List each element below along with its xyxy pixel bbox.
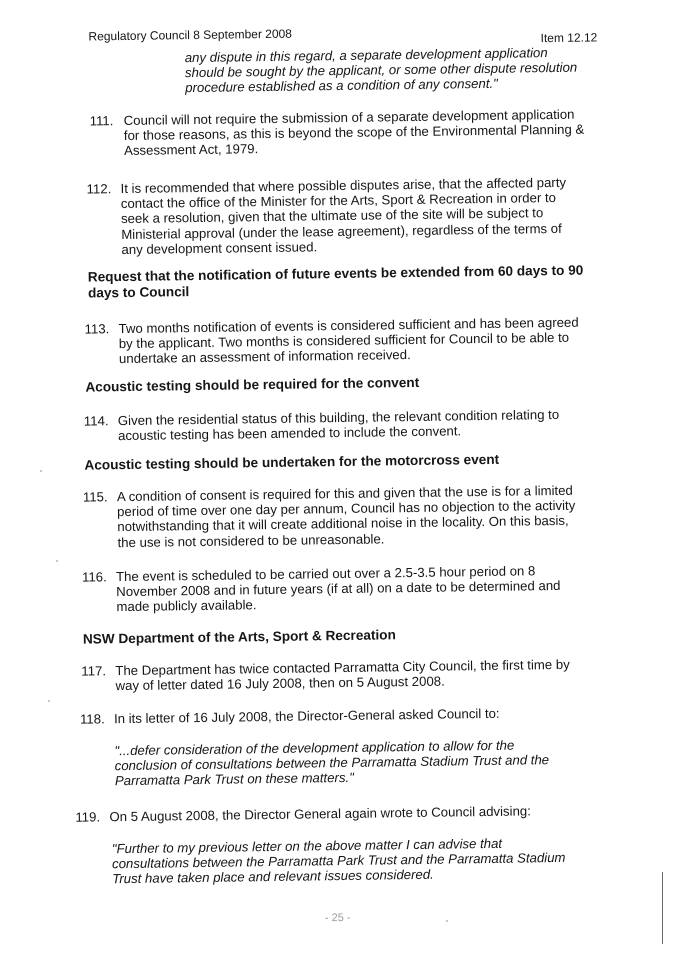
paragraph-112 (86, 174, 567, 257)
paragraph-line: way of letter dated 16 July 2008, then on 5 August 2008. (115, 673, 445, 694)
section-heading-nsw-department (83, 627, 396, 647)
heading-line: Request that the notification of future events be extended from 60 days to 90 (87, 262, 584, 285)
heading-line: NSW Department of the Arts, Sport & Recreation (82, 627, 396, 647)
paragraph-118 (79, 705, 500, 727)
header-left: Regulatory Council 8 September 2008 (88, 26, 293, 44)
quote-line: should be sought by the applicant, or some other dispute resolution (184, 59, 578, 81)
paragraph-line: In its letter of 16 July 2008, the Director-General asked Council to: (113, 705, 500, 727)
quote-director-general-august (112, 835, 566, 887)
quote-line: any dispute in this regard, a separate development application (184, 45, 548, 66)
quote-continuation (185, 45, 578, 96)
paragraph-line: A condition of consent is required for this and given that the use is for a limited (116, 482, 573, 505)
paragraph-number: 118. (79, 711, 105, 727)
quote-line: Trust have taken place and relevant issues considered. (112, 867, 434, 887)
paragraph-number: 114. (83, 413, 109, 429)
paragraph-line: undertake an assessment of information received. (118, 347, 411, 367)
section-heading-acoustic-motorcross (84, 452, 499, 474)
heading-line: days to Council (87, 284, 190, 301)
scan-speck (446, 920, 448, 922)
page-number: - 25 - (324, 911, 351, 925)
paragraph-number: 111. (89, 113, 114, 129)
quote-line: conclusion of consultations between the Parramatta Stadium Trust and the (114, 752, 550, 774)
quote-line: Parramatta Park Trust on these matters." (114, 770, 354, 789)
quote-director-general-july (114, 737, 549, 789)
paragraph-line: notwithstanding that it will create additional noise in the locality. On this basis, (117, 513, 569, 535)
paragraph-number: 116. (81, 569, 107, 585)
paragraph-number: 115. (82, 489, 108, 505)
paragraph-number: 113. (84, 321, 110, 337)
paragraph-line: The Department has twice contacted Parramatta City Council, the first time by (115, 656, 570, 679)
paragraph-111 (89, 106, 585, 159)
paragraph-113 (84, 314, 579, 367)
scan-speck (48, 700, 50, 702)
paragraph-line: It is recommended that where possible disputes arise, that the affected party (120, 174, 567, 197)
paragraph-line: Given the residential status of this building, the relevant condition relating to (117, 406, 560, 429)
section-heading-acoustic-convent (85, 375, 419, 396)
paragraph-115 (82, 482, 576, 550)
paragraph-line: period of time over one day per annum, Council has no objection to the activity (117, 497, 576, 520)
paragraph-line: November 2008 and in future years (if at all) on a date to be determined and (116, 578, 561, 600)
paragraph-line: Assessment Act, 1979. (123, 141, 259, 159)
paragraph-line: for those reasons, as this is beyond the scope of the Environmental Planning & (123, 121, 585, 144)
paragraph-116 (81, 563, 561, 615)
paragraph-119 (75, 803, 531, 825)
paragraph-line: The event is scheduled to be carried out over a 2.5-3.5 hour period on 8 (115, 563, 536, 585)
paragraph-number: 112. (86, 181, 112, 197)
scan-margin-line (662, 872, 663, 944)
paragraph-line: any development consent issued. (121, 239, 318, 257)
paragraph-line: acoustic testing has been amended to include the convent. (117, 423, 462, 444)
quote-line: "...defer consideration of the development application to allow for the (114, 737, 515, 759)
paragraph-line: by the applicant. Two months is considered sufficient for Council to be able to (118, 330, 570, 352)
paragraph-line: the use is not considered to be unreasonable. (117, 531, 385, 550)
header-right: Item 12.12 (540, 30, 598, 46)
paragraph-114 (83, 406, 560, 444)
paragraph-number: 119. (75, 809, 101, 825)
scan-speck (56, 560, 58, 562)
paragraph-line: made publicly available. (116, 597, 257, 615)
paragraph-117 (81, 656, 570, 694)
heading-line: Acoustic testing should be required for the convent (85, 374, 420, 395)
paragraph-line: contact the office of the Minister for the Arts, Sport & Recreation in order to (120, 190, 557, 212)
quote-line: "Further to my previous letter on the above matter I can advise that (111, 835, 503, 857)
paragraph-line: Council will not require the submission of a separate development application (123, 106, 575, 129)
paragraph-line: Two months notification of events is considered sufficient and has been agreed (118, 314, 579, 337)
heading-line: Acoustic testing should be undertaken for the motorcross event (84, 451, 500, 473)
paragraph-line: seek a resolution, given that the ultimate use of the site will be subject to (120, 205, 544, 227)
paragraph-number: 117. (81, 663, 107, 679)
paragraph-line: On 5 August 2008, the Director General again wrote to Council advising: (109, 803, 531, 825)
quote-line: procedure established as a condition of any consent." (185, 76, 498, 96)
section-heading-notification (88, 263, 584, 302)
quote-line: consultations between the Parramatta Park Trust and the Parramatta Stadium (111, 850, 566, 872)
paragraph-line: Ministerial approval (under the lease agreement), regardless of the terms of (121, 220, 562, 242)
scan-speck (40, 470, 42, 472)
